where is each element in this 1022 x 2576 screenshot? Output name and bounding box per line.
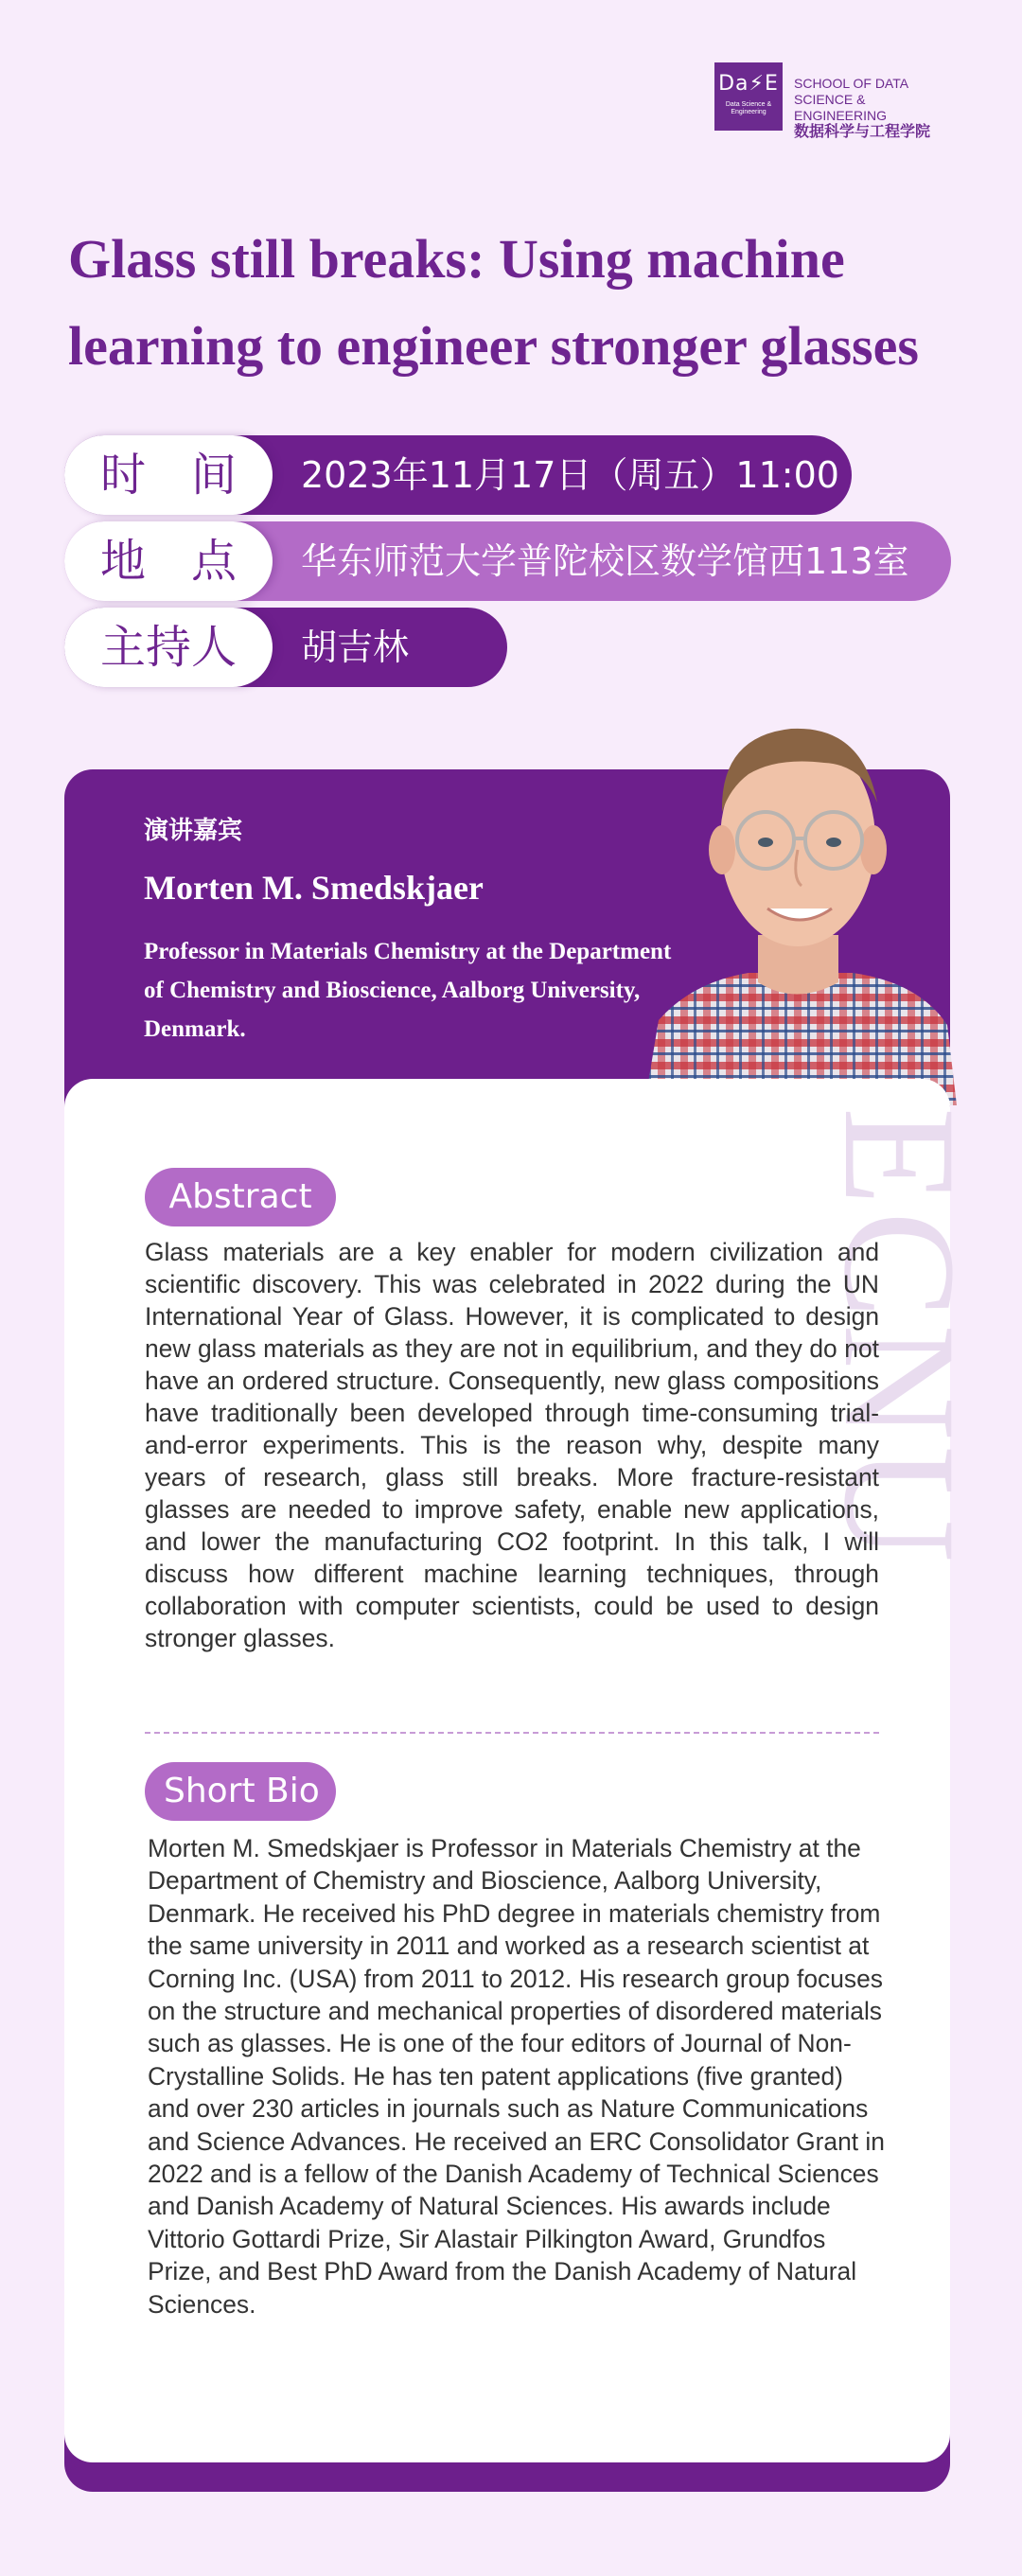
content-panel [64, 1079, 989, 2462]
abstract-text: Glass materials are a key enabler for modern civilization and scientific discovery. This was celebrated in 2022 during the UN International Year of Glass. However, it is complicated to design new glass materials as they are not in equilibrium, and they do not have an ordered structure. Consequently, new glass compositions have traditionally been developed through time-consuming trial-and-error experiments. This is the reason why, despite many years of research, glass still breaks. More fracture-resistant glasses are needed to improve safety, enable new applications, and lower the manufacturing CO2 footprint. In this talk, I will discuss how different machine learning techniques, through collaboration with computer scientists, could be used to design stronger glasses. [145, 1238, 879, 1652]
place-label: 地 点 [64, 521, 273, 601]
speaker-affiliation: Professor in Materials Chemistry at the Department of Chemistry and Bioscience, Aalborg University, Denmark. [144, 939, 672, 1042]
host-pill [64, 608, 507, 687]
host-label: 主持人 [64, 608, 273, 687]
section-divider [145, 1732, 879, 1734]
place-value: 华东师范大学普陀校区数学馆西113室 [301, 540, 909, 582]
logo-line-2: SCIENCE & ENGINEERING [794, 92, 888, 123]
logo-line-3: 数据科学与工程学院 [794, 124, 931, 140]
school-logo [714, 62, 960, 140]
time-label: 时 间 [64, 435, 273, 515]
bio-heading: Short Bio [145, 1762, 336, 1821]
bio-text: Morten M. Smedskjaer is Professor in Materials Chemistry at the Department of Chemistry and Bioscience, Aalborg University, Denmark. He received his PhD degree in materials chemistry from the same university in 2011 and worked as a research scientist at Corning Inc. (USA) from 2011 to 2012. His research group focuses on the structure and mechanical properties of disordered materials such as glasses. He is one of the four editors of Journal of Non-Crystalline Solids. He has ten patent applications (five granted) and over 230 articles in journals such as Nature Communications and Science Advances. He received an ERC Consolidator Grant in 2022 and is a fellow of the Danish Academy of Technical Sciences and Danish Academy of Natural Sciences. His awards include Vittorio Gottardi Prize, Sir Alastair Pilkington Award, Grundfos Prize, and Best PhD Award from the Danish Academy of Natural Sciences. [148, 1834, 885, 2319]
place-pill [64, 521, 951, 601]
dase-logo-mark [714, 62, 783, 131]
speaker-photo [635, 698, 957, 1105]
abstract-heading: Abstract [145, 1168, 336, 1226]
logo-line-1: SCHOOL OF DATA [794, 76, 909, 91]
ecnu-watermark: ECNU [811, 1107, 989, 1568]
host-value: 胡吉林 [301, 626, 410, 668]
speaker-name: Morten M. Smedskjaer [144, 869, 484, 907]
speaker-kicker: 演讲嘉宾 [144, 817, 243, 845]
page-title: Glass still breaks: Using machine learning to engineer stronger glasses [68, 228, 919, 377]
logo-tagline: Data Science & Engineering [725, 101, 772, 115]
logo-mark-text: Da⚡E [718, 72, 779, 96]
time-pill [64, 435, 852, 515]
logo-text [794, 76, 960, 140]
time-value: 2023年11月17日（周五）11:00 [301, 454, 839, 496]
